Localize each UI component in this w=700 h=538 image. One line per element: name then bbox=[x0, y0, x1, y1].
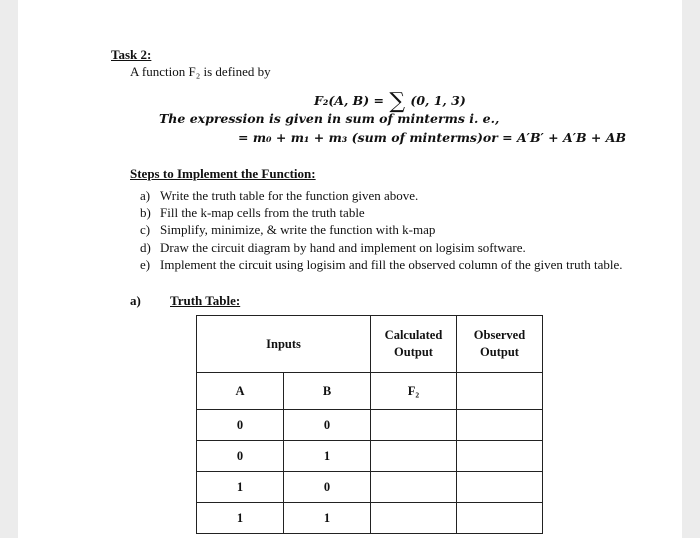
truth-table bbox=[196, 315, 543, 534]
step-letter: b) bbox=[140, 205, 151, 221]
steps-list bbox=[140, 187, 622, 273]
step-text: Fill the k-map cells from the truth table bbox=[160, 205, 365, 221]
column-observed-header bbox=[457, 373, 543, 410]
calculated-output-header bbox=[371, 316, 457, 373]
step-text: Simplify, minimize, & write the function with k-map bbox=[160, 222, 436, 238]
step-item bbox=[140, 187, 622, 204]
column-f2-header: F₂ bbox=[371, 373, 457, 410]
step-item bbox=[140, 204, 622, 221]
cell-calculated[interactable] bbox=[371, 503, 457, 534]
cell-observed[interactable] bbox=[457, 472, 543, 503]
truth-table-title: Truth Table: bbox=[170, 293, 241, 308]
cell-a: 1 bbox=[197, 472, 284, 503]
step-letter: d) bbox=[140, 239, 151, 255]
step-text: Draw the circuit diagram by hand and implement on logisim software. bbox=[160, 239, 526, 255]
table-subheader-row bbox=[197, 373, 543, 410]
inputs-header-label: Inputs bbox=[266, 336, 301, 351]
document-page bbox=[18, 0, 682, 538]
step-letter: c) bbox=[140, 222, 151, 238]
step-text: Implement the circuit using logisim and fill the observed column of the given truth table. bbox=[160, 256, 623, 272]
task-title: Task 2: bbox=[111, 47, 152, 62]
function-equation bbox=[314, 86, 466, 114]
equation-lhs: F₂(A, B) = bbox=[314, 93, 384, 108]
step-item bbox=[140, 239, 622, 256]
step-item bbox=[140, 221, 622, 238]
inputs-header bbox=[197, 316, 371, 373]
cell-b: 1 bbox=[284, 503, 371, 534]
expression-description: The expression is given in sum of minterms i. e., bbox=[159, 111, 500, 126]
cell-calculated[interactable] bbox=[371, 472, 457, 503]
sigma-symbol: ∑ bbox=[389, 89, 406, 114]
cell-calculated[interactable] bbox=[371, 441, 457, 472]
calculated-header-line1: Calculated bbox=[384, 328, 443, 342]
table-row bbox=[197, 410, 543, 441]
step-letter: a) bbox=[140, 188, 151, 203]
cell-a: 0 bbox=[197, 441, 284, 472]
table-header-row bbox=[197, 316, 543, 373]
observed-header-line1: Observed bbox=[473, 328, 526, 342]
cell-a: 1 bbox=[197, 503, 284, 534]
cell-observed[interactable] bbox=[457, 441, 543, 472]
column-a-header: A bbox=[197, 373, 284, 410]
table-row bbox=[197, 503, 543, 534]
cell-b: 0 bbox=[284, 472, 371, 503]
steps-title: Steps to Implement the Function: bbox=[130, 166, 316, 181]
table-row bbox=[197, 472, 543, 503]
intro-text: A function F₂ is defined by bbox=[130, 64, 271, 79]
step-item bbox=[140, 256, 622, 273]
cell-observed[interactable] bbox=[457, 503, 543, 534]
observed-header-line2: Output bbox=[480, 345, 519, 359]
observed-output-header bbox=[457, 316, 543, 373]
minterms-expression: = m₀ + m₁ + m₃ (sum of minterms)or = A′B′ + A′B + AB bbox=[238, 130, 627, 145]
cell-b: 0 bbox=[284, 410, 371, 441]
step-letter: e) bbox=[140, 256, 151, 272]
cell-b: 1 bbox=[284, 441, 371, 472]
cell-observed[interactable] bbox=[457, 410, 543, 441]
cell-a: 0 bbox=[197, 410, 284, 441]
equation-rhs: (0, 1, 3) bbox=[410, 93, 466, 108]
step-text: Write the truth table for the function given above. bbox=[160, 188, 419, 203]
table-row bbox=[197, 441, 543, 472]
calculated-header-line2: Output bbox=[394, 345, 433, 359]
section-letter: a) bbox=[130, 293, 141, 308]
cell-calculated[interactable] bbox=[371, 410, 457, 441]
column-b-header: B bbox=[284, 373, 371, 410]
